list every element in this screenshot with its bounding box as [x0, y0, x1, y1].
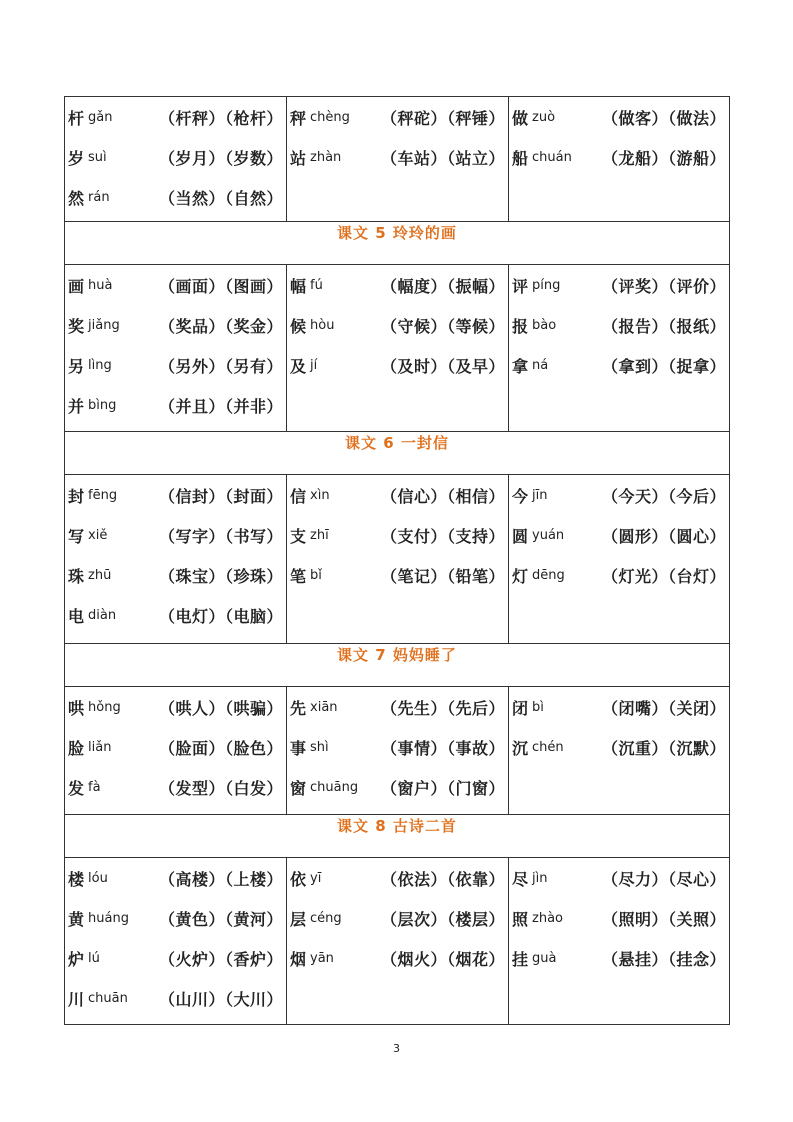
example-words: （画面）（图画）	[158, 276, 283, 296]
lesson-header-row	[65, 432, 730, 475]
pinyin: suì	[88, 149, 107, 165]
vocab-entry	[290, 555, 505, 595]
vocab-row	[65, 687, 730, 815]
pinyin: fà	[88, 779, 101, 795]
vocab-entry	[512, 305, 726, 345]
vocab-entry	[290, 767, 505, 807]
vocab-entry	[512, 898, 726, 938]
character: 奖	[68, 316, 85, 336]
vocab-entry	[512, 727, 726, 767]
character: 层	[290, 909, 307, 929]
pinyin: chuán	[532, 149, 572, 165]
example-words: （灯光）（台灯）	[601, 566, 726, 586]
example-words: （写字）（书写）	[158, 526, 283, 546]
pinyin: liǎn	[88, 739, 112, 755]
character: 哄	[68, 698, 85, 718]
example-words: （圆形）（圆心）	[601, 526, 726, 546]
pinyin: céng	[310, 910, 342, 926]
vocab-entry	[290, 137, 505, 177]
vocab-entry	[290, 305, 505, 345]
vocab-entry	[68, 767, 283, 807]
example-words: （岁月）（岁数）	[158, 148, 283, 168]
example-words: （龙船）（游船）	[601, 148, 726, 168]
vocab-entry	[290, 938, 505, 978]
example-words: （山川）（大川）	[158, 989, 283, 1009]
character: 画	[68, 276, 85, 296]
pinyin: rán	[88, 189, 110, 205]
vocab-entry	[512, 858, 726, 898]
character: 黄	[68, 909, 85, 929]
example-words: （脸面）（脸色）	[158, 738, 283, 758]
vocab-cell	[65, 97, 287, 222]
pinyin: chèng	[310, 109, 350, 125]
character: 闭	[512, 698, 529, 718]
pinyin: píng	[532, 277, 561, 293]
example-words: （另外）（另有）	[158, 356, 283, 376]
vocab-entry	[68, 595, 283, 635]
example-words: （评奖）（评价）	[601, 276, 726, 296]
vocab-entry	[512, 97, 726, 137]
example-words: （当然）（自然）	[158, 188, 283, 208]
pinyin: huà	[88, 277, 113, 293]
example-words: （电灯）（电脑）	[158, 606, 283, 626]
example-words: （笔记）（铅笔）	[380, 566, 505, 586]
vocab-entry	[512, 137, 726, 177]
character: 电	[68, 606, 85, 626]
vocabulary-table	[64, 96, 730, 1025]
example-words: （窗户）（门窗）	[380, 778, 505, 798]
pinyin: xìn	[310, 487, 330, 503]
example-words: （拿到）（捉拿）	[601, 356, 726, 376]
character: 船	[512, 148, 529, 168]
example-words: （珠宝）（珍珠）	[158, 566, 283, 586]
vocab-entry	[68, 97, 283, 137]
pinyin: gǎn	[88, 109, 113, 125]
character: 然	[68, 188, 85, 208]
vocab-entry	[68, 475, 283, 515]
pinyin: shì	[310, 739, 329, 755]
example-words: （车站）（站立）	[380, 148, 505, 168]
vocab-entry	[68, 515, 283, 555]
vocab-entry	[512, 515, 726, 555]
vocab-row	[65, 97, 730, 222]
vocab-row	[65, 265, 730, 432]
pinyin: zhàn	[310, 149, 342, 165]
character: 尽	[512, 869, 529, 889]
character: 脸	[68, 738, 85, 758]
vocab-entry	[290, 515, 505, 555]
vocab-entry	[68, 137, 283, 177]
pinyin: lú	[88, 950, 100, 966]
example-words: （今天）（今后）	[601, 486, 726, 506]
vocab-cell	[287, 687, 509, 815]
vocab-cell	[509, 475, 730, 644]
vocab-cell	[287, 97, 509, 222]
example-words: （奖品）（奖金）	[158, 316, 283, 336]
vocab-entry	[68, 385, 283, 425]
vocab-cell	[509, 858, 730, 1025]
example-words: （守候）（等候）	[380, 316, 505, 336]
example-words: （报告）（报纸）	[601, 316, 726, 336]
pinyin: hòu	[310, 317, 335, 333]
example-words: （信封）（封面）	[158, 486, 283, 506]
lesson-header-row	[65, 815, 730, 858]
character: 另	[68, 356, 85, 376]
pinyin: zuò	[532, 109, 556, 125]
example-words: （照明）（关照）	[601, 909, 726, 929]
pinyin: chén	[532, 739, 564, 755]
lesson-title: 课文 6 一封信	[345, 434, 449, 452]
vocab-row	[65, 475, 730, 644]
vocab-entry	[68, 978, 283, 1018]
character: 圆	[512, 526, 529, 546]
vocab-entry	[290, 97, 505, 137]
character: 事	[290, 738, 307, 758]
character: 及	[290, 356, 307, 376]
pinyin: zhū	[88, 567, 112, 583]
character: 杆	[68, 108, 85, 128]
vocab-cell	[509, 265, 730, 432]
character: 做	[512, 108, 529, 128]
vocab-entry	[512, 555, 726, 595]
pinyin: yī	[310, 870, 322, 886]
pinyin: fú	[310, 277, 323, 293]
pinyin: bǐ	[310, 567, 322, 583]
pinyin: yuán	[532, 527, 565, 543]
character: 并	[68, 396, 85, 416]
pinyin: fēng	[88, 487, 118, 503]
vocab-entry	[68, 687, 283, 727]
example-words: （依法）（依靠）	[380, 869, 505, 889]
vocab-entry	[290, 858, 505, 898]
example-words: （火炉）（香炉）	[158, 949, 283, 969]
vocab-entry	[290, 345, 505, 385]
character: 写	[68, 526, 85, 546]
character: 依	[290, 869, 307, 889]
example-words: （信心）（相信）	[380, 486, 505, 506]
example-words: （层次）（楼层）	[380, 909, 505, 929]
character: 珠	[68, 566, 85, 586]
character: 评	[512, 276, 529, 296]
vocab-entry	[68, 345, 283, 385]
character: 先	[290, 698, 307, 718]
vocab-entry	[68, 177, 283, 217]
vocab-cell	[65, 265, 287, 432]
vocab-entry	[68, 555, 283, 595]
character: 窗	[290, 778, 307, 798]
example-words: （及时）（及早）	[380, 356, 505, 376]
vocab-entry	[512, 265, 726, 305]
pinyin: jīn	[532, 487, 548, 503]
lesson-title: 课文 8 古诗二首	[337, 817, 457, 835]
character: 候	[290, 316, 307, 336]
pinyin: bì	[532, 699, 544, 715]
page-number: 3	[393, 1042, 400, 1055]
example-words: （哄人）（哄骗）	[158, 698, 283, 718]
pinyin: guà	[532, 950, 557, 966]
pinyin: bào	[532, 317, 557, 333]
pinyin: ná	[532, 357, 549, 373]
vocab-entry	[68, 305, 283, 345]
example-words: （支付）（支持）	[380, 526, 505, 546]
vocab-entry	[68, 858, 283, 898]
character: 炉	[68, 949, 85, 969]
pinyin: huáng	[88, 910, 129, 926]
example-words: （先生）（先后）	[380, 698, 505, 718]
character: 楼	[68, 869, 85, 889]
lesson-header-row	[65, 644, 730, 687]
example-words: （事情）（事故）	[380, 738, 505, 758]
example-words: （闭嘴）（关闭）	[601, 698, 726, 718]
example-words: （悬挂）（挂念）	[601, 949, 726, 969]
character: 幅	[290, 276, 307, 296]
example-words: （杆秤）（枪杆）	[158, 108, 283, 128]
character: 笔	[290, 566, 307, 586]
pinyin: jiǎng	[88, 317, 120, 333]
character: 挂	[512, 949, 529, 969]
character: 岁	[68, 148, 85, 168]
character: 烟	[290, 949, 307, 969]
character: 灯	[512, 566, 529, 586]
pinyin: chuāng	[310, 779, 359, 795]
pinyin: xiě	[88, 527, 108, 543]
character: 站	[290, 148, 307, 168]
vocab-entry	[68, 265, 283, 305]
pinyin: jí	[310, 357, 318, 373]
pinyin: hǒng	[88, 699, 121, 715]
lesson-title: 课文 7 妈妈睡了	[337, 646, 457, 664]
character: 拿	[512, 356, 529, 376]
pinyin: bìng	[88, 397, 117, 413]
example-words: （秤砣）（秤锤）	[380, 108, 505, 128]
lesson-header-row	[65, 222, 730, 265]
vocab-cell	[287, 475, 509, 644]
example-words: （高楼）（上楼）	[158, 869, 283, 889]
vocab-cell	[287, 858, 509, 1025]
example-words: （发型）（白发）	[158, 778, 283, 798]
pinyin: yān	[310, 950, 334, 966]
vocab-cell	[287, 265, 509, 432]
character: 秤	[290, 108, 307, 128]
example-words: （黄色）（黄河）	[158, 909, 283, 929]
example-words: （并且）（并非）	[158, 396, 283, 416]
vocab-entry	[68, 938, 283, 978]
vocab-cell	[509, 97, 730, 222]
example-words: （沉重）（沉默）	[601, 738, 726, 758]
character: 沉	[512, 738, 529, 758]
example-words: （幅度）（振幅）	[380, 276, 505, 296]
pinyin: chuān	[88, 990, 128, 1006]
vocab-entry	[512, 938, 726, 978]
pinyin: jìn	[532, 870, 548, 886]
vocab-entry	[290, 475, 505, 515]
vocab-cell	[65, 475, 287, 644]
character: 支	[290, 526, 307, 546]
vocab-entry	[512, 345, 726, 385]
vocab-entry	[290, 898, 505, 938]
vocab-entry	[68, 727, 283, 767]
character: 信	[290, 486, 307, 506]
character: 川	[68, 989, 85, 1009]
pinyin: diàn	[88, 607, 117, 623]
pinyin: dēng	[532, 567, 565, 583]
example-words: （烟火）（烟花）	[380, 949, 505, 969]
example-words: （尽力）（尽心）	[601, 869, 726, 889]
pinyin: zhī	[310, 527, 329, 543]
vocab-cell	[65, 687, 287, 815]
vocab-entry	[512, 475, 726, 515]
pinyin: xiān	[310, 699, 338, 715]
vocab-row	[65, 858, 730, 1025]
example-words: （做客）（做法）	[601, 108, 726, 128]
lesson-title: 课文 5 玲玲的画	[337, 224, 457, 242]
vocab-entry	[290, 687, 505, 727]
character: 报	[512, 316, 529, 336]
vocab-cell	[509, 687, 730, 815]
character: 封	[68, 486, 85, 506]
vocab-entry	[290, 265, 505, 305]
character: 发	[68, 778, 85, 798]
pinyin: zhào	[532, 910, 563, 926]
pinyin: lóu	[88, 870, 108, 886]
vocab-cell	[65, 858, 287, 1025]
vocab-entry	[290, 727, 505, 767]
pinyin: lìng	[88, 357, 112, 373]
vocab-entry	[512, 687, 726, 727]
vocab-entry	[68, 898, 283, 938]
character: 照	[512, 909, 529, 929]
character: 今	[512, 486, 529, 506]
